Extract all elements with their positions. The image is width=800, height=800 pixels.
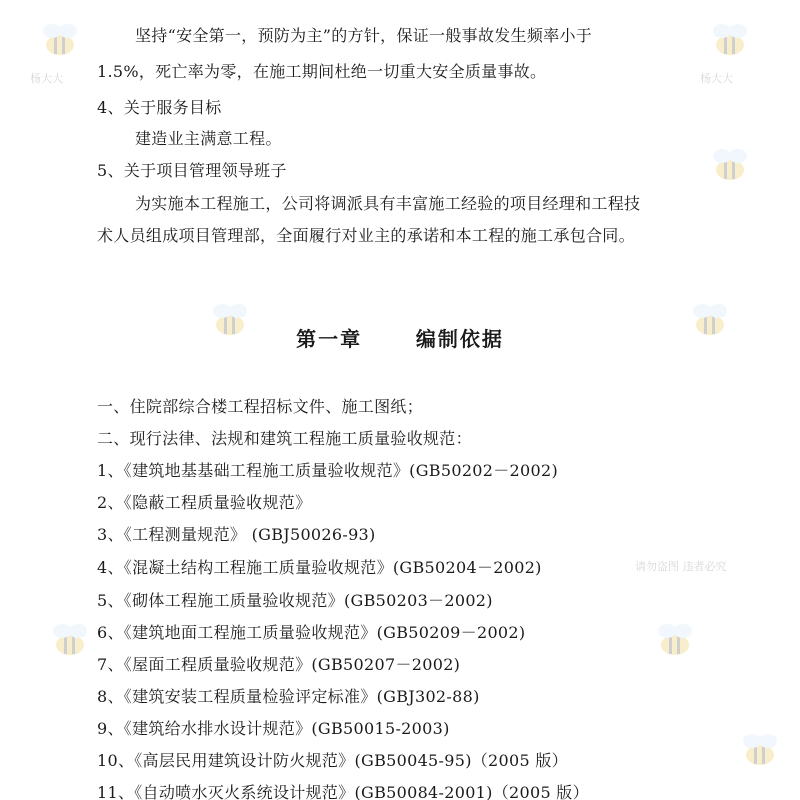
basis-item: 10、《高层民用建筑设计防火规范》(GB50045-95)（2005 版） [97, 751, 568, 770]
item4-body: 建造业主满意工程。 [135, 129, 282, 148]
item5-body-line-1: 为实施本工程施工，公司将调派具有丰富施工经验的项目经理和工程技 [135, 194, 641, 213]
basis-item: 4、《混凝土结构工程施工质量验收规范》(GB50204－2002) [97, 558, 542, 577]
basis-section-1: 一、住院部综合楼工程招标文件、施工图纸； [97, 397, 424, 416]
bee-watermark-icon [700, 15, 760, 75]
bee-watermark-icon [700, 140, 760, 200]
bee-watermark-icon [40, 615, 100, 675]
bee-watermark-icon [30, 15, 90, 75]
basis-item: 5、《砌体工程施工质量验收规范》(GB50203－2002) [97, 591, 493, 610]
chapter-title: 第一章 编制依据 [296, 327, 504, 351]
intro-line-1: 坚持“安全第一，预防为主”的方针，保证一般事故发生频率小于 [135, 26, 593, 45]
basis-item: 3、《工程测量规范》 (GBJ50026-93) [97, 525, 376, 544]
intro-line-2: 1.5%，死亡率为零，在施工期间杜绝一切重大安全质量事故。 [97, 62, 547, 81]
watermark-notice: 请勿盗图 违者必究 [635, 560, 727, 573]
watermark-brand: 杨大大 [30, 72, 63, 85]
basis-item: 8、《建筑安装工程质量检验评定标准》(GBJ302-88) [97, 687, 480, 706]
watermark-brand: 杨大大 [700, 72, 733, 85]
basis-section-2: 二、现行法律、法规和建筑工程施工质量验收规范： [97, 429, 472, 448]
item4-title: 4、关于服务目标 [97, 98, 222, 117]
basis-item: 6、《建筑地面工程施工质量验收规范》(GB50209－2002) [97, 623, 526, 642]
basis-item: 11、《自动喷水灭火系统设计规范》(GB50084-2001)（2005 版） [97, 783, 589, 800]
basis-item: 2、《隐蔽工程质量验收规范》 [97, 493, 312, 512]
bee-watermark-icon [645, 615, 705, 675]
item5-title: 5、关于项目管理领导班子 [97, 161, 287, 180]
basis-item: 7、《屋面工程质量验收规范》(GB50207－2002) [97, 655, 461, 674]
bee-watermark-icon [730, 725, 790, 785]
item5-body-line-2: 术人员组成项目管理部，全面履行对业主的承诺和本工程的施工承包合同。 [97, 226, 635, 245]
basis-item: 1、《建筑地基基础工程施工质量验收规范》(GB50202－2002) [97, 461, 559, 480]
basis-item: 9、《建筑给水排水设计规范》(GB50015-2003) [97, 719, 450, 738]
